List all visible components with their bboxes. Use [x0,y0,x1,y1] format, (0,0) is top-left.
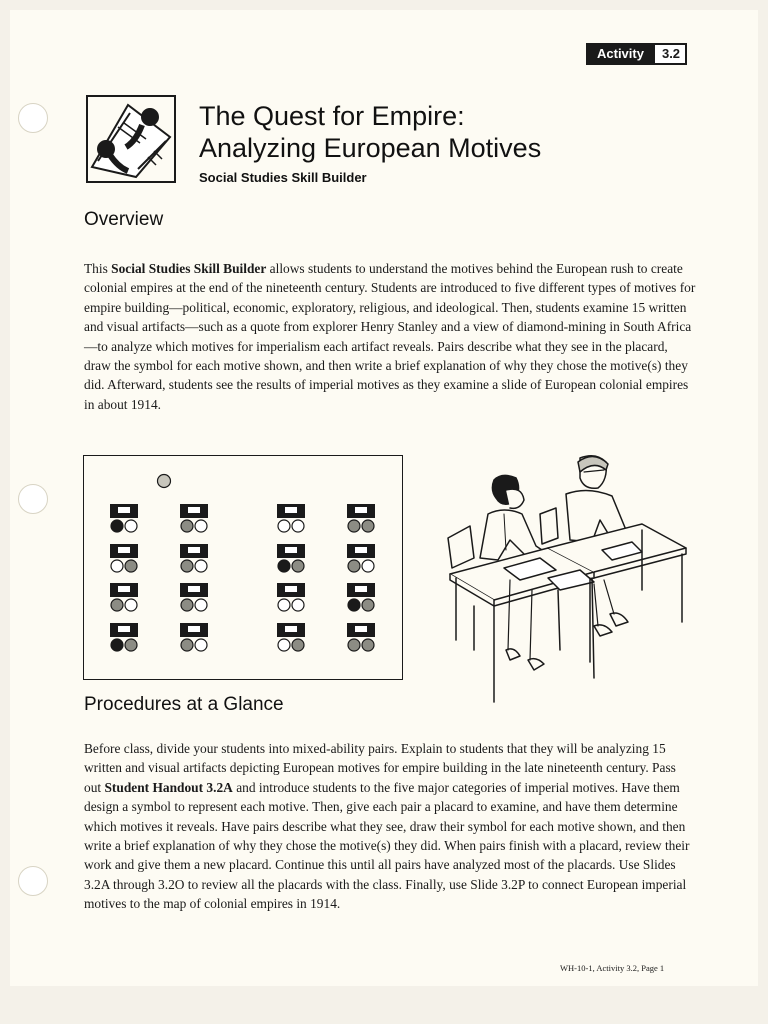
placard-slot-icon [188,547,200,553]
binder-hole [18,866,48,896]
student-seat-icon [125,639,137,651]
student-seat-icon [195,560,207,572]
placard-slot-icon [188,626,200,632]
procedures-text-bold: Student Handout 3.2A [104,779,233,795]
placard-slot-icon [355,507,367,513]
placard-slot-icon [355,547,367,553]
activity-number: 3.2 [655,45,685,63]
student-seat-icon [195,520,207,532]
student-seat-icon [362,599,374,611]
placard-layout-svg [84,456,401,678]
placard-slot-icon [355,586,367,592]
placard-slot-icon [118,507,130,513]
classroom-placard-diagram [83,455,403,680]
overview-text-before: This [84,261,112,276]
placard-slot-icon [355,626,367,632]
placard-slot-icon [285,626,297,632]
student-seat-icon [278,520,290,532]
activity-logo-icon [86,95,176,183]
title-line-2: Analyzing European Motives [199,133,542,163]
overview-paragraph [84,259,696,414]
student-seat-icon [195,599,207,611]
placard-slot-icon [188,507,200,513]
student-seat-icon [181,520,193,532]
placard-slot-icon [285,507,297,513]
student-seat-icon [181,560,193,572]
procedures-heading: Procedures at a Glance [84,694,284,715]
student-seat-icon [195,639,207,651]
title-line-1: The Quest for Empire: [199,101,465,131]
student-seat-icon [348,599,360,611]
activity-tag [586,43,687,65]
student-seat-icon [111,599,123,611]
procedures-paragraph [84,739,696,914]
procedures-text-1: Before class, divide your students into mixed-ability pairs. Explain to students that they will be analyzing 15 written and visual artifacts depicting European motives for empire building in the late nineteenth century. Pass out [84,741,676,795]
teacher-marker-icon [158,475,171,488]
placard-slot-icon [285,586,297,592]
student-seat-icon [348,520,360,532]
placard-slot-icon [285,547,297,553]
student-seat-icon [111,639,123,651]
overview-heading: Overview [84,209,164,230]
activity-label: Activity [587,44,654,64]
placard-slot-icon [118,626,130,632]
student-seat-icon [181,599,193,611]
student-seat-icon [125,520,137,532]
student-seat-icon [278,560,290,572]
student-seat-icon [181,639,193,651]
procedures-text-2: and introduce students to the five major categories of imperial motives. Have them design a symbol to represent each motive. Then, give each pair a placard to examine, and have them determine which motives it reveals. Have pairs describe what they see, draw their symbol for each motive shown, and then write a brief explanation of why they chose the motive(s) they did. When pairs finish with a placard, review their work and give them a new placard. Continue this until all pairs have analyzed most of the placards. Use Slides 3.2A through 3.2O to review all the placards with the class. Finally, use Slide 3.2P to connect European imperial motives to the map of colonial empires in 1914. [84,779,690,912]
student-seat-icon [125,599,137,611]
overview-text-after: allows students to understand the motives behind the European rush to create colonial empires at the end of the nineteenth century. Students are introduced to five different types of motives for empire building—political, economic, exploratory, religious, and ideological. Then, students examine 15 written and visual artifacts—such as a quote from explorer Henry Stanley and a view of diamond-mining in South Africa—to analyze which motives for imperialism each artifact reveals. Pairs describe what they see in the placard, draw the symbol for each motive shown, and then write a brief explanation of why they chose the motive(s) they did. Afterward, students see the results of imperial motives as they examine a slide of European colonial empires in about 1914. [84,261,696,412]
placard-slot-icon [188,586,200,592]
placard-slot-icon [118,547,130,553]
student-seat-icon [362,639,374,651]
student-seat-icon [362,560,374,572]
page-subtitle: Social Studies Skill Builder [199,170,367,185]
overview-text-bold: Social Studies Skill Builder [111,261,267,276]
student-seat-icon [362,520,374,532]
student-seat-icon [292,599,304,611]
binder-hole [18,484,48,514]
student-seat-icon [111,560,123,572]
student-seat-icon [278,639,290,651]
student-seat-icon [348,639,360,651]
students-working-illustration [444,450,690,705]
student-seat-icon [292,520,304,532]
binder-hole [18,103,48,133]
student-seat-icon [111,520,123,532]
student-seat-icon [292,639,304,651]
student-seat-icon [292,560,304,572]
placard-slot-icon [118,586,130,592]
student-seat-icon [348,560,360,572]
page-title [199,100,541,164]
student-seat-icon [278,599,290,611]
page-footer: WH-10-1, Activity 3.2, Page 1 [560,963,665,973]
student-seat-icon [125,560,137,572]
